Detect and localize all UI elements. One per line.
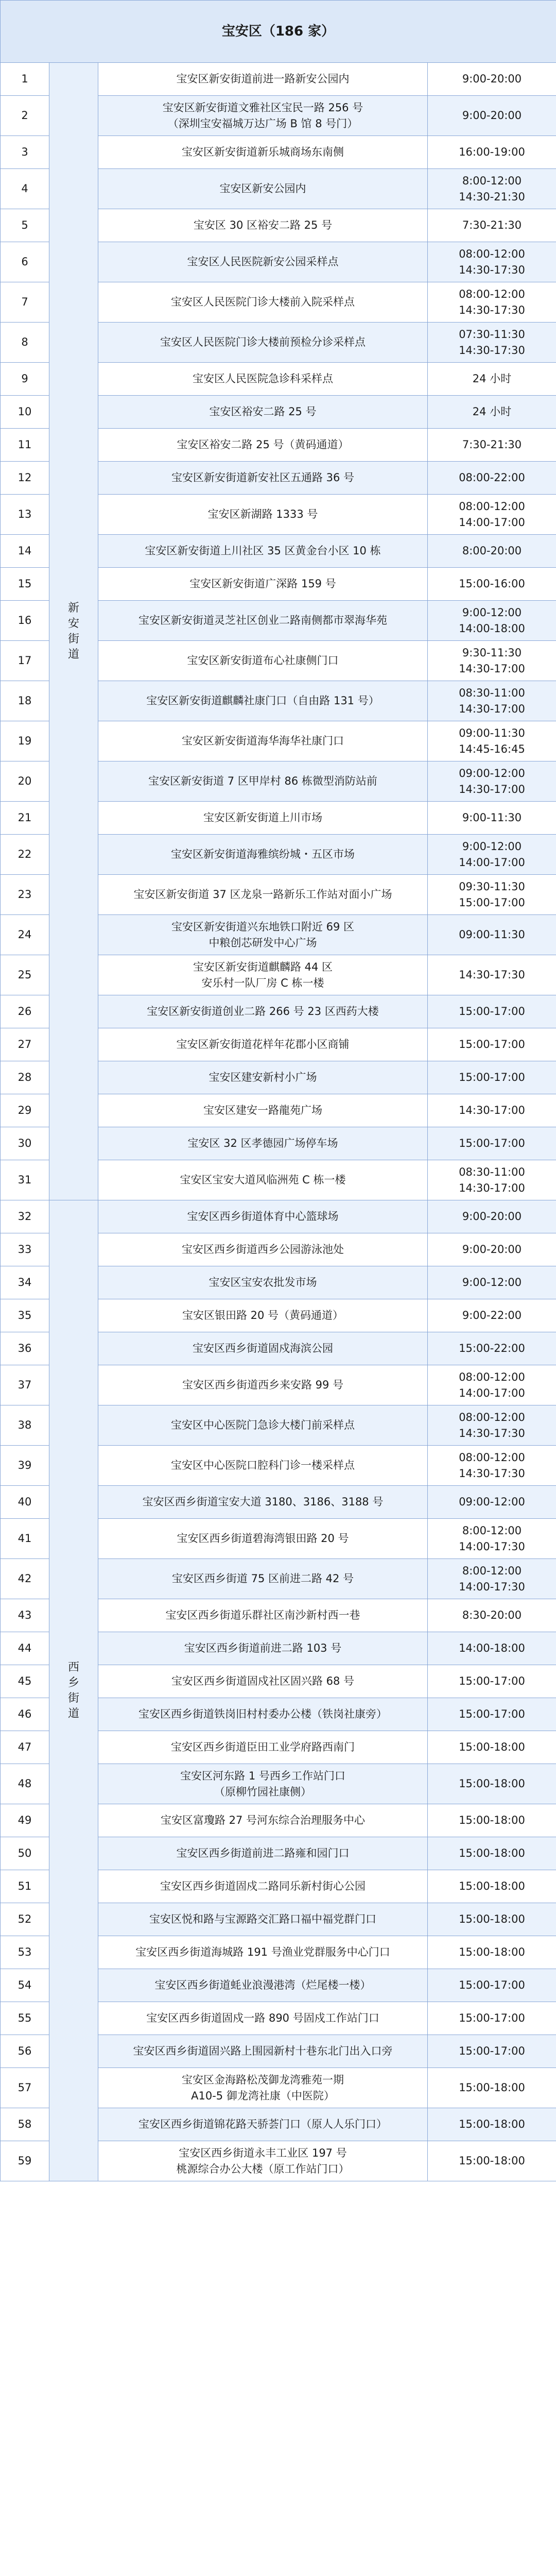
site-address: 宝安区新安公园内 — [98, 169, 428, 209]
row-number: 58 — [1, 2108, 49, 2141]
site-address: 宝安区建安一路龍苑广场 — [98, 1094, 428, 1127]
opening-hours: 15:00-18:00 — [428, 1764, 556, 1804]
site-address: 宝安区新湖路 1333 号 — [98, 495, 428, 535]
opening-hours: 24 小时 — [428, 363, 556, 396]
site-address: 宝安区西乡街道固戍海滨公园 — [98, 1332, 428, 1365]
site-address: 宝安区新安街道广深路 159 号 — [98, 568, 428, 601]
opening-hours: 7:30-21:30 — [428, 429, 556, 462]
row-number: 3 — [1, 136, 49, 169]
opening-hours: 15:00-17:00 — [428, 1028, 556, 1061]
site-address: 宝安区新安街道新安社区五通路 36 号 — [98, 462, 428, 495]
site-address: 宝安区西乡街道臣田工业学府路西南门 — [98, 1731, 428, 1764]
site-address: 宝安区西乡街道西乡来安路 99 号 — [98, 1365, 428, 1405]
row-number: 1 — [1, 63, 49, 96]
site-address: 宝安区宝安农批发市场 — [98, 1266, 428, 1299]
site-address: 宝安区新安街道上川社区 35 区黄金台小区 10 栋 — [98, 535, 428, 568]
opening-hours: 07:30-11:30 14:30-17:30 — [428, 323, 556, 363]
site-address: 宝安区西乡街道固戍二路同乐新村街心公园 — [98, 1870, 428, 1903]
row-number: 4 — [1, 169, 49, 209]
site-address: 宝安区新安街道海华海华社康门口 — [98, 721, 428, 761]
row-number: 23 — [1, 875, 49, 915]
opening-hours: 15:00-17:00 — [428, 2035, 556, 2068]
row-number: 59 — [1, 2141, 49, 2181]
opening-hours: 15:00-17:00 — [428, 1665, 556, 1698]
opening-hours: 08:00-12:00 14:30-17:30 — [428, 1405, 556, 1446]
opening-hours: 08:00-12:00 14:30-17:30 — [428, 242, 556, 282]
opening-hours: 09:30-11:30 15:00-17:00 — [428, 875, 556, 915]
opening-hours: 9:00-12:00 14:00-18:00 — [428, 601, 556, 641]
row-number: 35 — [1, 1299, 49, 1332]
opening-hours: 15:00-18:00 — [428, 2141, 556, 2181]
row-number: 14 — [1, 535, 49, 568]
row-number: 55 — [1, 2002, 49, 2035]
site-address: 宝安区河东路 1 号西乡工作站门口 （原柳竹园社康侧） — [98, 1764, 428, 1804]
opening-hours: 9:30-11:30 14:30-17:00 — [428, 641, 556, 681]
site-address: 宝安区新安街道麒麟社康门口（自由路 131 号） — [98, 681, 428, 721]
opening-hours: 15:00-18:00 — [428, 1731, 556, 1764]
opening-hours: 09:00-12:00 14:30-17:00 — [428, 761, 556, 802]
opening-hours: 08:00-12:00 14:00-17:00 — [428, 495, 556, 535]
site-address: 宝安区金海路松茂御龙湾雅苑一期 A10-5 御龙湾社康（中医院） — [98, 2068, 428, 2108]
site-address: 宝安区西乡街道铁岗旧村村委办公楼（铁岗社康旁） — [98, 1698, 428, 1731]
row-number: 19 — [1, 721, 49, 761]
opening-hours: 14:30-17:30 — [428, 955, 556, 995]
site-address: 宝安区新安街道前进一路新安公园内 — [98, 63, 428, 96]
opening-hours: 08:00-12:00 14:00-17:00 — [428, 1365, 556, 1405]
site-address: 宝安区人民医院门诊大楼前预检分诊采样点 — [98, 323, 428, 363]
row-number: 32 — [1, 1200, 49, 1233]
row-number: 2 — [1, 96, 49, 136]
opening-hours: 9:00-12:00 — [428, 1266, 556, 1299]
opening-hours: 15:00-18:00 — [428, 1870, 556, 1903]
row-number: 37 — [1, 1365, 49, 1405]
site-address: 宝安区新安街道花样年花郡小区商铺 — [98, 1028, 428, 1061]
row-number: 8 — [1, 323, 49, 363]
street-label: 新安街道 — [67, 601, 79, 661]
site-address: 宝安区西乡街道西乡公园游泳池处 — [98, 1233, 428, 1266]
row-number: 48 — [1, 1764, 49, 1804]
site-address: 宝安区新安街道新乐城商场东南侧 — [98, 136, 428, 169]
row-number: 53 — [1, 1936, 49, 1969]
row-number: 29 — [1, 1094, 49, 1127]
site-address: 宝安区新安街道文雅社区宝民一路 256 号 （深圳宝安福城万达广场 B 馆 8 号门） — [98, 96, 428, 136]
row-number: 49 — [1, 1804, 49, 1837]
row-number: 21 — [1, 802, 49, 835]
row-number: 22 — [1, 835, 49, 875]
row-number: 56 — [1, 2035, 49, 2068]
row-number: 25 — [1, 955, 49, 995]
opening-hours: 24 小时 — [428, 396, 556, 429]
site-address: 宝安区中心医院口腔科门诊一楼采样点 — [98, 1446, 428, 1486]
site-address: 宝安区西乡街道蚝业浪漫港湾（烂尾楼一楼） — [98, 1969, 428, 2002]
row-number: 38 — [1, 1405, 49, 1446]
row-number: 44 — [1, 1632, 49, 1665]
row-number: 18 — [1, 681, 49, 721]
opening-hours: 9:00-22:00 — [428, 1299, 556, 1332]
opening-hours: 09:00-12:00 — [428, 1486, 556, 1519]
row-number: 51 — [1, 1870, 49, 1903]
table-row — [1, 63, 556, 96]
site-address: 宝安区银田路 20 号（黄码通道） — [98, 1299, 428, 1332]
site-address: 宝安区新安街道布心社康侧门口 — [98, 641, 428, 681]
opening-hours: 8:00-12:00 14:30-21:30 — [428, 169, 556, 209]
row-number: 45 — [1, 1665, 49, 1698]
opening-hours: 15:00-18:00 — [428, 2068, 556, 2108]
row-number: 12 — [1, 462, 49, 495]
row-number: 10 — [1, 396, 49, 429]
site-address: 宝安区 30 区裕安二路 25 号 — [98, 209, 428, 242]
row-number: 6 — [1, 242, 49, 282]
site-address: 宝安区人民医院门诊大楼前入院采样点 — [98, 282, 428, 323]
site-address: 宝安区新安街道上川市场 — [98, 802, 428, 835]
site-address: 宝安区人民医院急诊科采样点 — [98, 363, 428, 396]
opening-hours: 15:00-18:00 — [428, 1837, 556, 1870]
row-number: 52 — [1, 1903, 49, 1936]
opening-hours: 8:00-20:00 — [428, 535, 556, 568]
row-number: 24 — [1, 915, 49, 955]
opening-hours: 7:30-21:30 — [428, 209, 556, 242]
site-address: 宝安区西乡街道前进二路 103 号 — [98, 1632, 428, 1665]
opening-hours: 8:00-12:00 14:00-17:30 — [428, 1559, 556, 1599]
site-address: 宝安区西乡街道宝安大道 3180、3186、3188 号 — [98, 1486, 428, 1519]
opening-hours: 9:00-20:00 — [428, 63, 556, 96]
row-number: 50 — [1, 1837, 49, 1870]
row-number: 36 — [1, 1332, 49, 1365]
site-address: 宝安区裕安二路 25 号 — [98, 396, 428, 429]
row-number: 46 — [1, 1698, 49, 1731]
row-number: 40 — [1, 1486, 49, 1519]
table-body — [1, 63, 556, 2181]
site-address: 宝安区西乡街道永丰工业区 197 号 桃源综合办公大楼（原工作站门口） — [98, 2141, 428, 2181]
opening-hours: 08:00-22:00 — [428, 462, 556, 495]
opening-hours: 9:00-11:30 — [428, 802, 556, 835]
site-address: 宝安区西乡街道 75 区前进二路 42 号 — [98, 1559, 428, 1599]
site-address: 宝安区西乡街道锦花路天骄荟门口（原人人乐门口） — [98, 2108, 428, 2141]
opening-hours: 15:00-16:00 — [428, 568, 556, 601]
opening-hours: 9:00-12:00 14:00-17:00 — [428, 835, 556, 875]
row-number: 34 — [1, 1266, 49, 1299]
row-number: 33 — [1, 1233, 49, 1266]
row-number: 15 — [1, 568, 49, 601]
opening-hours: 15:00-17:00 — [428, 1061, 556, 1094]
row-number: 30 — [1, 1127, 49, 1160]
site-address: 宝安区西乡街道海城路 191 号渔业党群服务中心门口 — [98, 1936, 428, 1969]
site-address: 宝安区建安新村小广场 — [98, 1061, 428, 1094]
site-address: 宝安区 32 区孝德园广场停车场 — [98, 1127, 428, 1160]
site-address: 宝安区西乡街道固戍社区固兴路 68 号 — [98, 1665, 428, 1698]
street-name — [49, 63, 98, 1200]
row-number: 47 — [1, 1731, 49, 1764]
table-title: 宝安区（186 家） — [1, 1, 556, 63]
opening-hours: 15:00-22:00 — [428, 1332, 556, 1365]
site-address: 宝安区西乡街道固兴路上围园新村十巷东北门出入口旁 — [98, 2035, 428, 2068]
opening-hours: 15:00-17:00 — [428, 1127, 556, 1160]
row-number: 11 — [1, 429, 49, 462]
row-number: 5 — [1, 209, 49, 242]
opening-hours: 15:00-17:00 — [428, 995, 556, 1028]
site-address: 宝安区中心医院门急诊大楼门前采样点 — [98, 1405, 428, 1446]
opening-hours: 09:00-11:30 — [428, 915, 556, 955]
row-number: 9 — [1, 363, 49, 396]
opening-hours: 15:00-18:00 — [428, 1903, 556, 1936]
row-number: 42 — [1, 1559, 49, 1599]
site-address: 宝安区新安街道 37 区龙泉一路新乐工作站对面小广场 — [98, 875, 428, 915]
row-number: 39 — [1, 1446, 49, 1486]
table-header-row — [1, 1, 556, 63]
opening-hours: 9:00-20:00 — [428, 1233, 556, 1266]
site-address: 宝安区悦和路与宝源路交汇路口福中福党群门口 — [98, 1903, 428, 1936]
opening-hours: 09:00-11:30 14:45-16:45 — [428, 721, 556, 761]
row-number: 28 — [1, 1061, 49, 1094]
site-address: 宝安区新安街道创业二路 266 号 23 区西药大楼 — [98, 995, 428, 1028]
row-number: 17 — [1, 641, 49, 681]
row-number: 27 — [1, 1028, 49, 1061]
opening-hours: 15:00-17:00 — [428, 1969, 556, 2002]
row-number: 41 — [1, 1519, 49, 1559]
site-address: 宝安区人民医院新安公园采样点 — [98, 242, 428, 282]
row-number: 54 — [1, 1969, 49, 2002]
site-address: 宝安区西乡街道固戍一路 890 号固戍工作站门口 — [98, 2002, 428, 2035]
street-label: 西乡街道 — [67, 1660, 79, 1720]
site-address: 宝安区新安街道 7 区甲岸村 86 栋微型消防站前 — [98, 761, 428, 802]
opening-hours: 15:00-17:00 — [428, 1698, 556, 1731]
table-row — [1, 1200, 556, 1233]
row-number: 16 — [1, 601, 49, 641]
opening-hours: 9:00-20:00 — [428, 1200, 556, 1233]
site-address: 宝安区富瓊路 27 号河东综合治理服务中心 — [98, 1804, 428, 1837]
row-number: 20 — [1, 761, 49, 802]
row-number: 7 — [1, 282, 49, 323]
opening-hours: 08:00-12:00 14:30-17:30 — [428, 1446, 556, 1486]
opening-hours: 08:30-11:00 14:30-17:00 — [428, 681, 556, 721]
site-address: 宝安区西乡街道前进二路雍和园门口 — [98, 1837, 428, 1870]
opening-hours: 14:00-18:00 — [428, 1632, 556, 1665]
opening-hours: 14:30-17:00 — [428, 1094, 556, 1127]
site-address: 宝安区新安街道兴东地铁口附近 69 区 中粮创芯研发中心广场 — [98, 915, 428, 955]
site-address: 宝安区新安街道灵芝社区创业二路南侧都市翠海华苑 — [98, 601, 428, 641]
opening-hours: 8:00-12:00 14:00-17:30 — [428, 1519, 556, 1559]
row-number: 43 — [1, 1599, 49, 1632]
row-number: 31 — [1, 1160, 49, 1200]
row-number: 26 — [1, 995, 49, 1028]
row-number: 13 — [1, 495, 49, 535]
opening-hours: 08:30-11:00 14:30-17:00 — [428, 1160, 556, 1200]
site-address: 宝安区西乡街道乐群社区南沙新村西一巷 — [98, 1599, 428, 1632]
site-address: 宝安区新安街道海雅缤纷城・五区市场 — [98, 835, 428, 875]
opening-hours: 8:30-20:00 — [428, 1599, 556, 1632]
row-number: 57 — [1, 2068, 49, 2108]
opening-hours: 16:00-19:00 — [428, 136, 556, 169]
opening-hours: 15:00-18:00 — [428, 2108, 556, 2141]
opening-hours: 15:00-18:00 — [428, 1804, 556, 1837]
site-address: 宝安区西乡街道碧海湾银田路 20 号 — [98, 1519, 428, 1559]
opening-hours: 9:00-20:00 — [428, 96, 556, 136]
opening-hours: 15:00-17:00 — [428, 2002, 556, 2035]
site-address: 宝安区西乡街道体育中心篮球场 — [98, 1200, 428, 1233]
opening-hours: 08:00-12:00 14:30-17:30 — [428, 282, 556, 323]
opening-hours: 15:00-18:00 — [428, 1936, 556, 1969]
site-address: 宝安区新安街道麒麟路 44 区 安乐村一队厂房 C 栋一楼 — [98, 955, 428, 995]
site-address: 宝安区裕安二路 25 号（黄码通道） — [98, 429, 428, 462]
site-address: 宝安区宝安大道风临洲苑 C 栋一楼 — [98, 1160, 428, 1200]
street-name — [49, 1200, 98, 2181]
